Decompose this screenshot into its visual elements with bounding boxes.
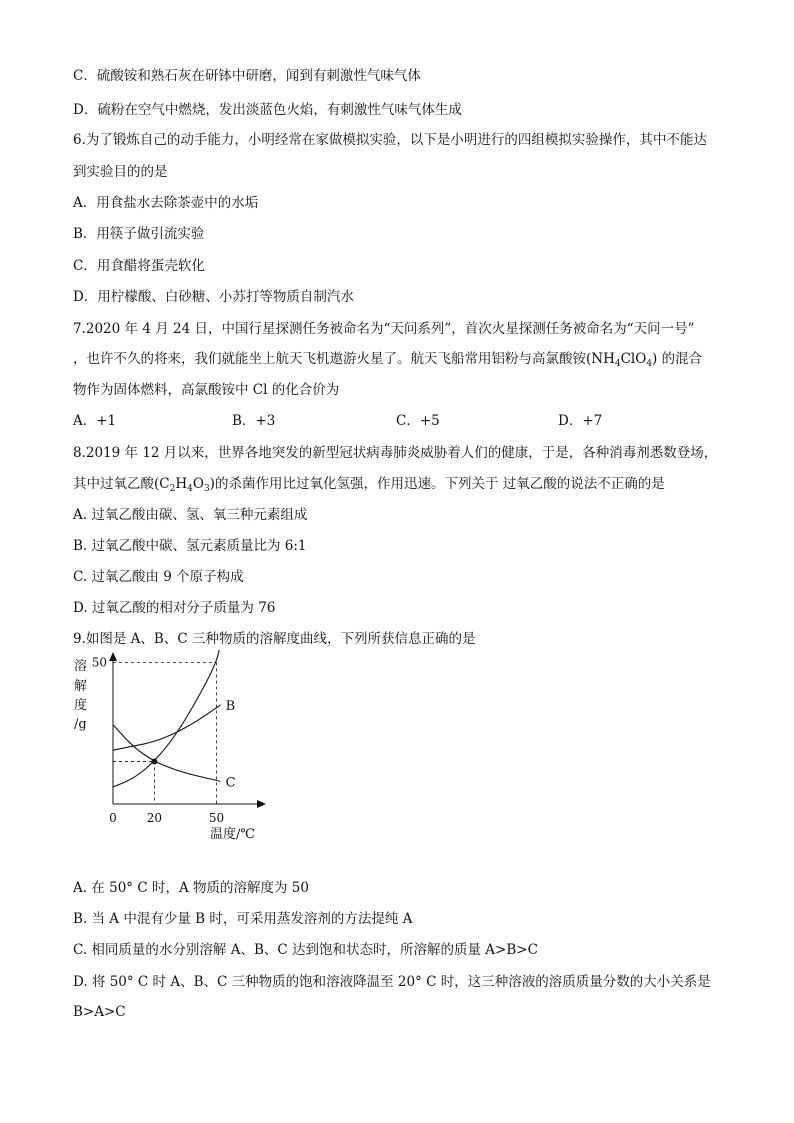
q7-option-a: A．+1 [73, 413, 117, 429]
series-c-label: C [225, 775, 236, 791]
chart-ylabel-char-4: /g [74, 717, 87, 732]
q6-option-b: B．用筷子做引流实验 [73, 226, 205, 242]
q8-stem-line2: 其中过氧乙酸$(C_2H_4O_3)$的杀菌作用比过氧化氢强，作用迅速。下列关于 过氧乙酸的说法不正确的是 [73, 476, 665, 494]
chart-guides [113, 663, 217, 805]
q7-stem-line1: 7.2020 年 4 月 24 日，中国行星探测任务被命名为“天问系列”，首次火星探测任务被命名为“天问一号” [73, 321, 695, 337]
q9-option-c: C. 相同质量的水分别溶解 A、B、C 达到饱和状态时，所溶解的质量 A>B>C [73, 942, 538, 958]
x-tick-label-0: 0 [109, 811, 117, 825]
series-c-curve [113, 725, 221, 782]
q9-option-a: A. 在 50° C 时，A 物质的溶解度为 50 [73, 880, 309, 896]
q5-option-c: C．硫酸铵和熟石灰在研钵中研磨，闻到有刺激性气味气体 [73, 68, 421, 84]
q8-option-d: D. 过氧乙酸的相对分子质量为 76 [73, 600, 276, 616]
q7-option-b: B．+3 [232, 413, 276, 429]
q9-stem: 9.如图是 A、B、C 三种物质的溶解度曲线，下列所获信息正确的是 [73, 631, 476, 647]
q9-option-d-line2: B>A>C [73, 1004, 126, 1020]
solubility-chart [68, 650, 288, 850]
chart-ylabel-char-3: 度 [74, 698, 88, 713]
q9-option-b: B. 当 A 中混有少量 B 时，可采用蒸发溶剂的方法提纯 A [73, 911, 413, 927]
x-tick-label-1: 20 [146, 811, 163, 825]
chart-series [113, 650, 236, 790]
x-tick-label-2: 50 [208, 811, 225, 825]
y-tick-label-0: 50 [91, 655, 107, 670]
intersection-point [151, 759, 157, 765]
y-axis-arrow [109, 652, 117, 661]
q6-stem-line1: 6.为了锻炼自己的动手能力，小明经常在家做模拟实验，以下是小明进行的四组模拟实验操作，其中不能达 [73, 132, 707, 148]
series-b-label: B [225, 698, 236, 714]
q5-option-d: D．硫粉在空气中燃烧，发出淡蓝色火焰，有刺激性气味气体生成 [73, 102, 462, 118]
chart-ylabel-char-1: 溶 [74, 659, 88, 674]
series-b-curve [113, 705, 221, 750]
chart-xlabel: 温度/℃ [210, 827, 255, 842]
q9-option-d-line1: D. 将 50° C 时 A、B、C 三种物质的饱和溶液降温至 20° C 时，这三种溶液的溶质质量分数的大小关系是 [73, 974, 711, 990]
q6-stem-line2: 到实验目的的是 [73, 164, 168, 180]
q6-option-d: D．用柠檬酸、白砂糖、小苏打等物质自制汽水 [73, 289, 354, 305]
chart-ylabel [74, 658, 87, 732]
q6-option-a: A．用食盐水去除茶壶中的水垢 [73, 195, 259, 211]
q7-option-c: C．+5 [396, 413, 440, 429]
q8-option-c: C. 过氧乙酸由 9 个原子构成 [73, 569, 244, 585]
q8-option-a: A. 过氧乙酸由碳、氢、氧三种元素组成 [73, 507, 308, 523]
x-axis-arrow [257, 800, 266, 808]
q7-stem-line2: ，也许不久的将来，我们就能坐上航天飞机遨游火星了。航天飞船常用铝粉与高氯酸铵$(NH_4ClO_4)$ 的混合 [73, 351, 703, 369]
q7-option-d: D．+7 [558, 413, 603, 429]
q8-stem-line1: 8.2019 年 12 月以来，世界各地突发的新型冠状病毒肺炎威胁着人们的健康，于是，各种消毒剂悉数登场， [73, 445, 718, 461]
q6-option-c: C．用食醋将蛋壳软化 [73, 258, 205, 274]
chart-ylabel-char-2: 解 [74, 679, 88, 694]
q8-option-b: B. 过氧乙酸中碳、氢元素质量比为 6:1 [73, 538, 307, 554]
q7-stem-line3: 物作为固体燃料，高氯酸铵中 Cl 的化合价为 [73, 382, 340, 398]
